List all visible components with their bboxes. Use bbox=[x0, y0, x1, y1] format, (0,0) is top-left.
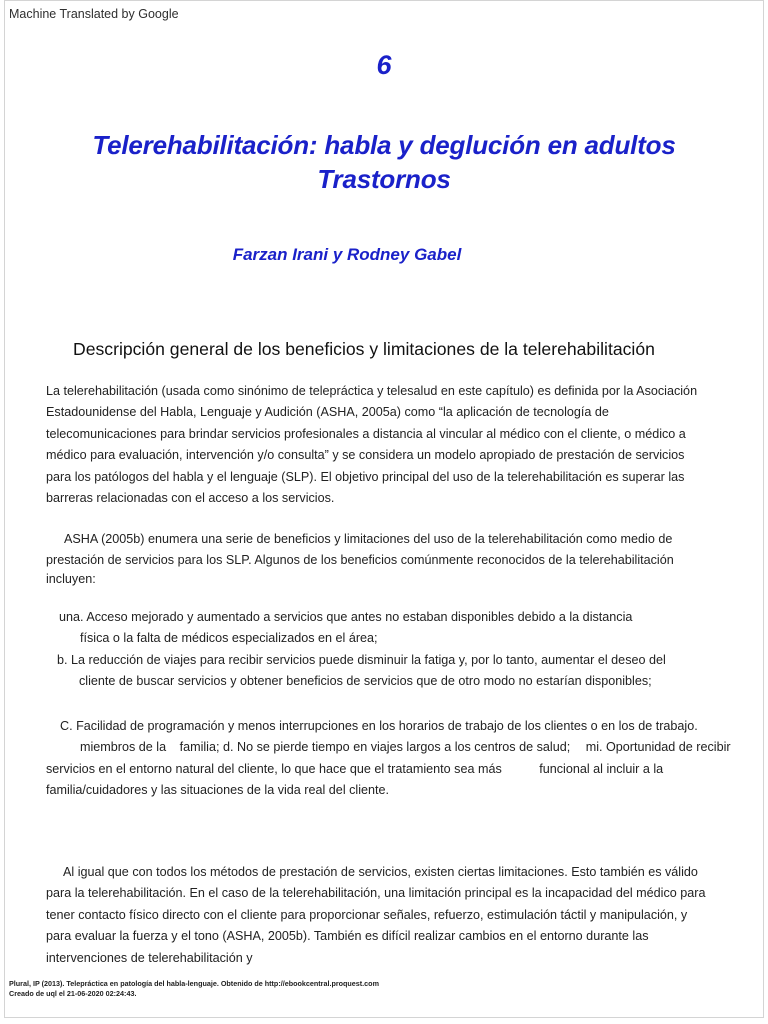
list-item-c-continuation: miembros de la bbox=[80, 740, 167, 755]
list-item-b: b. La reducción de viajes para recibir servicios puede disminuir la fatiga y, por lo tanto, aumentar el deseo del bbox=[57, 652, 666, 667]
paragraph-line: Al igual que con todos los métodos de prestación de servicios, existen ciertas limitaciones. Esto también es válido bbox=[63, 865, 698, 879]
paragraph-line: La telerehabilitación (usada como sinónimo de telepráctica y telesalud en este capítulo) es definida por la Asociación bbox=[46, 384, 698, 398]
paragraph-line: para evaluar la fuerza y el tono (ASHA, 2005b). También es difícil realizar cambios en el entorno durante las bbox=[46, 929, 649, 944]
paragraph-3 bbox=[46, 862, 746, 969]
list-item-d: familia; d. No se pierde tiempo en viajes largos a los centros de salud; bbox=[179, 740, 571, 755]
list-item-e: mi. Oportunidad de recibir servicios en el entorno natural del cliente, lo que hace que el tratamiento sea más bbox=[46, 740, 731, 776]
translation-banner: Machine Translated by Google bbox=[9, 7, 179, 21]
benefits-list bbox=[46, 607, 746, 693]
paragraph-line: Estadounidense del Habla, Lenguaje y Audición (ASHA, 2005a) como “la aplicación de tecnología de bbox=[46, 405, 609, 420]
paragraph-line: barreras relacionadas con el acceso a los servicios. bbox=[46, 491, 335, 506]
authors: Farzan Irani y Rodney Gabel bbox=[232, 245, 462, 264]
citation-footer bbox=[9, 979, 379, 999]
list-item-c: C. Facilidad de programación y menos interrupciones en los horarios de trabajo de los clientes o en los de trabajo. bbox=[60, 719, 698, 733]
paragraph-line: tener contacto físico directo con el cliente para proporcionar señales, refuerzo, estimulación táctil y manipulación, y bbox=[46, 907, 688, 922]
benefits-list-continued bbox=[46, 716, 746, 802]
paragraph-line: telecomunicaciones para brindar servicios profesionales a distancia al vincular al médico con el cliente, o médico a bbox=[46, 426, 686, 441]
list-item-a: una. Acceso mejorado y aumentado a servicios que antes no estaban disponibles debido a la distancia bbox=[59, 610, 633, 624]
list-item-e-continuation: funcional al incluir a la familia/cuidadores y las situaciones de la vida real del cliente. bbox=[46, 761, 664, 798]
list-item-a-continuation: física o la falta de médicos especializados en el área; bbox=[80, 631, 378, 646]
chapter-title-line-1: Telerehabilitación: habla y deglución en adultos bbox=[92, 130, 676, 160]
paragraph-1 bbox=[46, 381, 746, 509]
paragraph-2 bbox=[46, 529, 746, 587]
paragraph-line: prestación de servicios para los SLP. Algunos de los beneficios comúnmente reconocidos de la telerehabilitación bbox=[46, 553, 674, 568]
chapter-title-line-2: Trastornos bbox=[317, 164, 451, 194]
section-heading: Descripción general de los beneficios y limitaciones de la telerehabilitación bbox=[73, 339, 655, 359]
paragraph-line: incluyen: bbox=[46, 571, 96, 586]
citation-line: Plural, IP (2013). Telepráctica en patología del habla-lenguaje. Obtenido de http://ebookcentral.proquest.com bbox=[9, 979, 379, 988]
list-item-b-continuation: cliente de buscar servicios y obtener beneficios de servicios que de otro modo no estarían disponibles; bbox=[79, 674, 652, 689]
creation-line: Creado de uql el 21-06-2020 02:24:43. bbox=[9, 989, 137, 998]
paragraph-line: para la telerehabilitación. En el caso de la telerehabilitación, una limitación principal es la incapacidad del médico para bbox=[46, 886, 706, 901]
paragraph-line: ASHA (2005b) enumera una serie de beneficios y limitaciones del uso de la telerehabilitación como medio de bbox=[64, 532, 673, 546]
chapter-title bbox=[0, 128, 768, 196]
chapter-number: 6 bbox=[376, 50, 392, 80]
paragraph-line: intervenciones de telerehabilitación y bbox=[46, 950, 253, 965]
paragraph-line: médico para evaluación, intervención y/o consulta” y se considera un modelo apropiado de prestación de servicios bbox=[46, 448, 685, 463]
paragraph-line: para los patólogos del habla y el lenguaje (SLP). El objetivo principal del uso de la telerehabilitación es superar las bbox=[46, 469, 685, 484]
